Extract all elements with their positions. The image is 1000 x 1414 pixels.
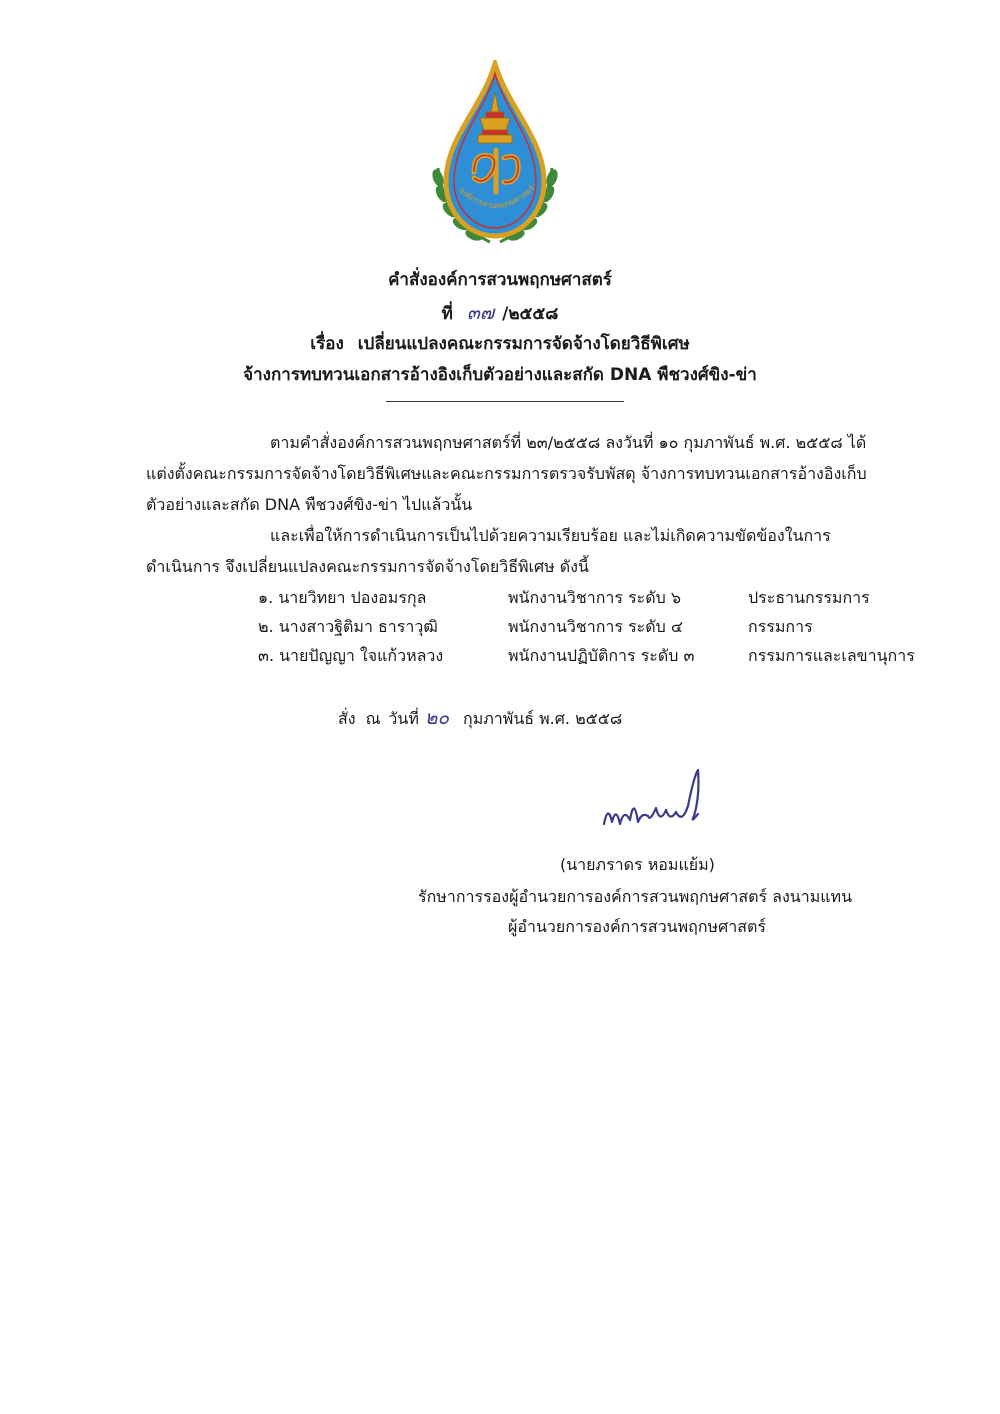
member-role: ประธานกรรมการ xyxy=(748,588,870,607)
signatory-title-line-1: รักษาการรองผู้อำนวยการองค์การสวนพฤกษศาสตร์ ลงนามแทน xyxy=(418,887,853,906)
paragraph-1-line-2: แต่งตั้งคณะกรรมการจัดจ้างโดยวิธีพิเศษและคณะกรรมการตรวจรับพัสดุ จ้างการทบทวนเอกสารอ้างอิงเก็บ xyxy=(146,464,867,483)
paragraph-2-line-1: และเพื่อให้การดำเนินการเป็นไปด้วยความเรียบร้อย และไม่เกิดความขัดข้องในการ xyxy=(270,526,831,545)
given-month-year: กุมภาพันธ์ พ.ศ. ๒๕๕๘ xyxy=(463,709,623,728)
member-name: ๒. นางสาวฐิติมา ธาราวุฒิ xyxy=(258,617,438,636)
signatory-name: (นายภราดร หอมแย้ม) xyxy=(560,855,715,874)
member-position: พนักงานวิชาการ ระดับ ๖ xyxy=(508,588,682,607)
committee-member xyxy=(0,583,1000,613)
order-year: /๒๕๕๘ xyxy=(502,304,559,324)
subject-text-2: จ้างการทบทวนเอกสารอ้างอิงเก็บตัวอย่างและสกัด DNA พืชวงศ์ขิง-ข่า xyxy=(243,365,757,385)
paragraph-2-line-2: ดำเนินการ จึงเปลี่ยนแปลงคณะกรรมการจัดจ้างโดยวิธีพิเศษ ดังนี้ xyxy=(146,557,589,576)
member-role: กรรมการและเลขานุการ xyxy=(748,646,915,665)
given-label: สั่ง xyxy=(338,709,356,728)
subject-label: เรื่อง xyxy=(310,334,344,354)
member-role: กรรมการ xyxy=(748,617,813,636)
given-date-line xyxy=(338,703,622,734)
signatory-title-line-2: ผู้อำนวยการองค์การสวนพฤกษศาสตร์ xyxy=(508,917,766,936)
subject-text-1: เปลี่ยนแปลงคณะกรรมการจัดจ้างโดยวิธีพิเศษ xyxy=(357,334,690,354)
member-position: พนักงานปฏิบัติการ ระดับ ๓ xyxy=(508,646,695,665)
member-name: ๓. นายปัญญา ใจแก้วหลวง xyxy=(258,646,444,665)
order-number-label: ที่ xyxy=(441,304,453,324)
header-divider xyxy=(386,401,624,402)
subject-line xyxy=(0,330,1000,357)
given-day-handwritten: ๒๐ xyxy=(424,707,450,729)
paragraph-1-line-1: ตามคำสั่งองค์การสวนพฤกษศาสตร์ที่ ๒๓/๒๕๕๘ ลงวันที่ ๑๐ กุมภาพันธ์ พ.ศ. ๒๕๕๘ ได้ xyxy=(270,433,867,452)
member-position: พนักงานวิชาการ ระดับ ๔ xyxy=(508,617,684,636)
logo-arc-text: องค์การสวนพฤกษศาสตร์ xyxy=(457,183,537,211)
committee-member xyxy=(0,612,1000,642)
handwritten-signature xyxy=(598,766,716,836)
order-title: คำสั่งองค์การสวนพฤกษศาสตร์ xyxy=(388,270,612,290)
given-at-label: ณ xyxy=(365,709,381,728)
organization-logo xyxy=(424,60,566,260)
given-date-label: วันที่ xyxy=(388,709,419,728)
paragraph-1-line-3: ตัวอย่างและสกัด DNA พืชวงศ์ขิง-ข่า ไปแล้วนั้น xyxy=(146,495,473,514)
committee-member xyxy=(0,641,1000,671)
order-number-handwritten: ๓๗ xyxy=(466,302,495,324)
member-name: ๑. นายวิทยา ปองอมรกุล xyxy=(258,588,427,607)
order-number-line xyxy=(0,298,1000,328)
